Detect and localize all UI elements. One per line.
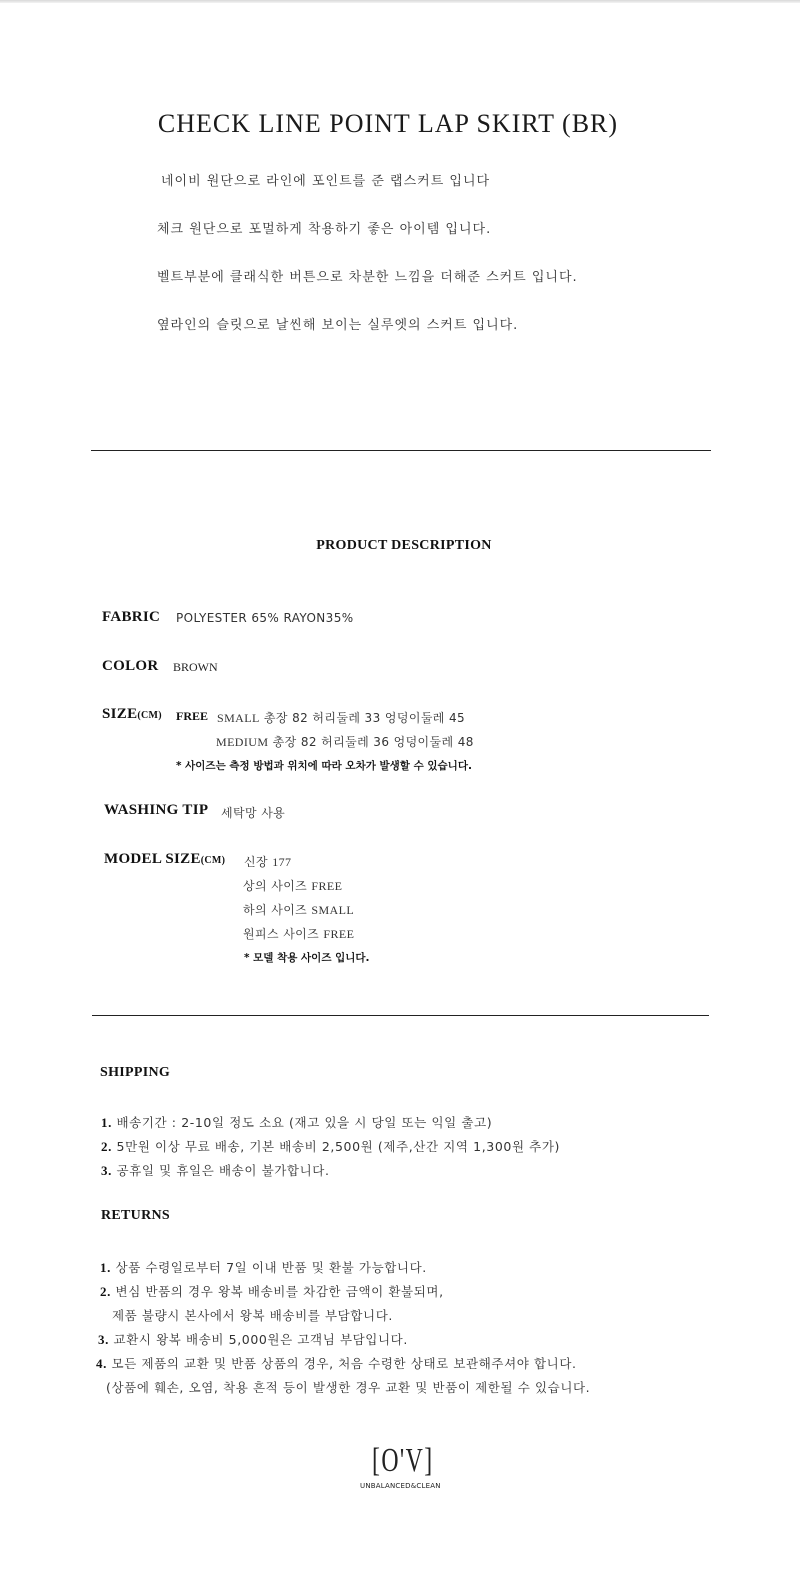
washing-tip-value: 세탁망 사용 xyxy=(221,806,286,820)
product-title: CHECK LINE POINT LAP SKIRT (BR) xyxy=(157,109,619,138)
model-size-unit: (CM) xyxy=(200,855,226,866)
size-row-small: SMALL 총장 82 허리둘레 33 엉덩이둘레 45 xyxy=(217,711,466,725)
intro-line-2: 체크 원단으로 포멀하게 착용하기 좋은 아이템 입니다. xyxy=(157,222,492,237)
model-top-size: 상의 사이즈 FREE xyxy=(243,879,343,893)
product-description-heading: PRODUCT DESCRIPTION xyxy=(316,538,492,553)
returns-item-3: 3. 교환시 왕복 배송비 5,000원은 고객님 부담입니다. xyxy=(98,1332,408,1347)
fabric-value: POLYESTER 65% RAYON35% xyxy=(176,611,354,625)
returns-heading: RETURNS xyxy=(101,1208,171,1223)
shipping-item-1: 1. 배송기간 : 2-10일 정도 소요 (재고 있을 시 당일 또는 익일 출고) xyxy=(101,1115,493,1130)
returns-item-4: 4. 모든 제품의 교환 및 반품 상품의 경우, 처음 수령한 상태로 보관해주셔야 합니다. xyxy=(96,1356,577,1371)
size-row-medium: MEDIUM 총장 82 허리둘레 36 엉덩이둘레 48 xyxy=(216,735,474,749)
shipping-heading: SHIPPING xyxy=(100,1065,171,1080)
color-value: BROWN xyxy=(173,660,218,674)
model-dress-size: 원피스 사이즈 FREE xyxy=(243,927,355,941)
intro-line-3: 벨트부분에 클래식한 버튼으로 차분한 느낌을 더해준 스커트 입니다. xyxy=(157,270,578,285)
brand-logo-mark: [O'V] xyxy=(372,1442,434,1479)
returns-item-1: 1. 상품 수령일로부터 7일 이내 반품 및 환불 가능합니다. xyxy=(100,1260,427,1275)
divider-2 xyxy=(92,1015,709,1016)
fabric-label: FABRIC xyxy=(102,609,161,625)
model-height: 신장 177 xyxy=(244,855,292,869)
returns-item-4-cont: (상품에 훼손, 오염, 착용 흔적 등이 발생한 경우 교환 및 반품이 제한될 수 있습니다. xyxy=(106,1380,591,1395)
size-free: FREE xyxy=(176,709,209,723)
divider-1 xyxy=(91,450,711,451)
shipping-item-2: 2. 5만원 이상 무료 배송, 기본 배송비 2,500원 (제주,산간 지역 1,300원 추가) xyxy=(101,1139,561,1154)
washing-tip-label: WASHING TIP xyxy=(104,802,209,818)
size-unit: (CM) xyxy=(137,710,162,721)
returns-item-2: 2. 변심 반품의 경우 왕복 배송비를 차감한 금액이 환불되며, xyxy=(100,1284,444,1299)
size-label: SIZE(CM) xyxy=(102,706,162,722)
model-size-label: MODEL SIZE(CM) xyxy=(104,851,226,867)
model-bottom-size: 하의 사이즈 SMALL xyxy=(243,903,355,917)
size-note: * 사이즈는 측정 방법과 위치에 따라 오차가 발생할 수 있습니다. xyxy=(176,760,472,772)
intro-line-1: 네이비 원단으로 라인에 포인트를 준 랩스커트 입니다 xyxy=(161,174,491,189)
model-note: * 모델 착용 사이즈 입니다. xyxy=(244,952,370,964)
color-label: COLOR xyxy=(102,658,159,674)
intro-line-4: 옆라인의 슬릿으로 날씬해 보이는 실루엣의 스커트 입니다. xyxy=(157,318,519,333)
top-border xyxy=(0,0,800,3)
brand-tagline: UNBALANCED&CLEAN xyxy=(360,1482,441,1490)
shipping-item-3: 3. 공휴일 및 휴일은 배송이 불가합니다. xyxy=(101,1163,330,1178)
brand-logo xyxy=(360,1442,440,1494)
returns-item-2-cont: 제품 불량시 본사에서 왕복 배송비를 부담합니다. xyxy=(112,1308,393,1323)
